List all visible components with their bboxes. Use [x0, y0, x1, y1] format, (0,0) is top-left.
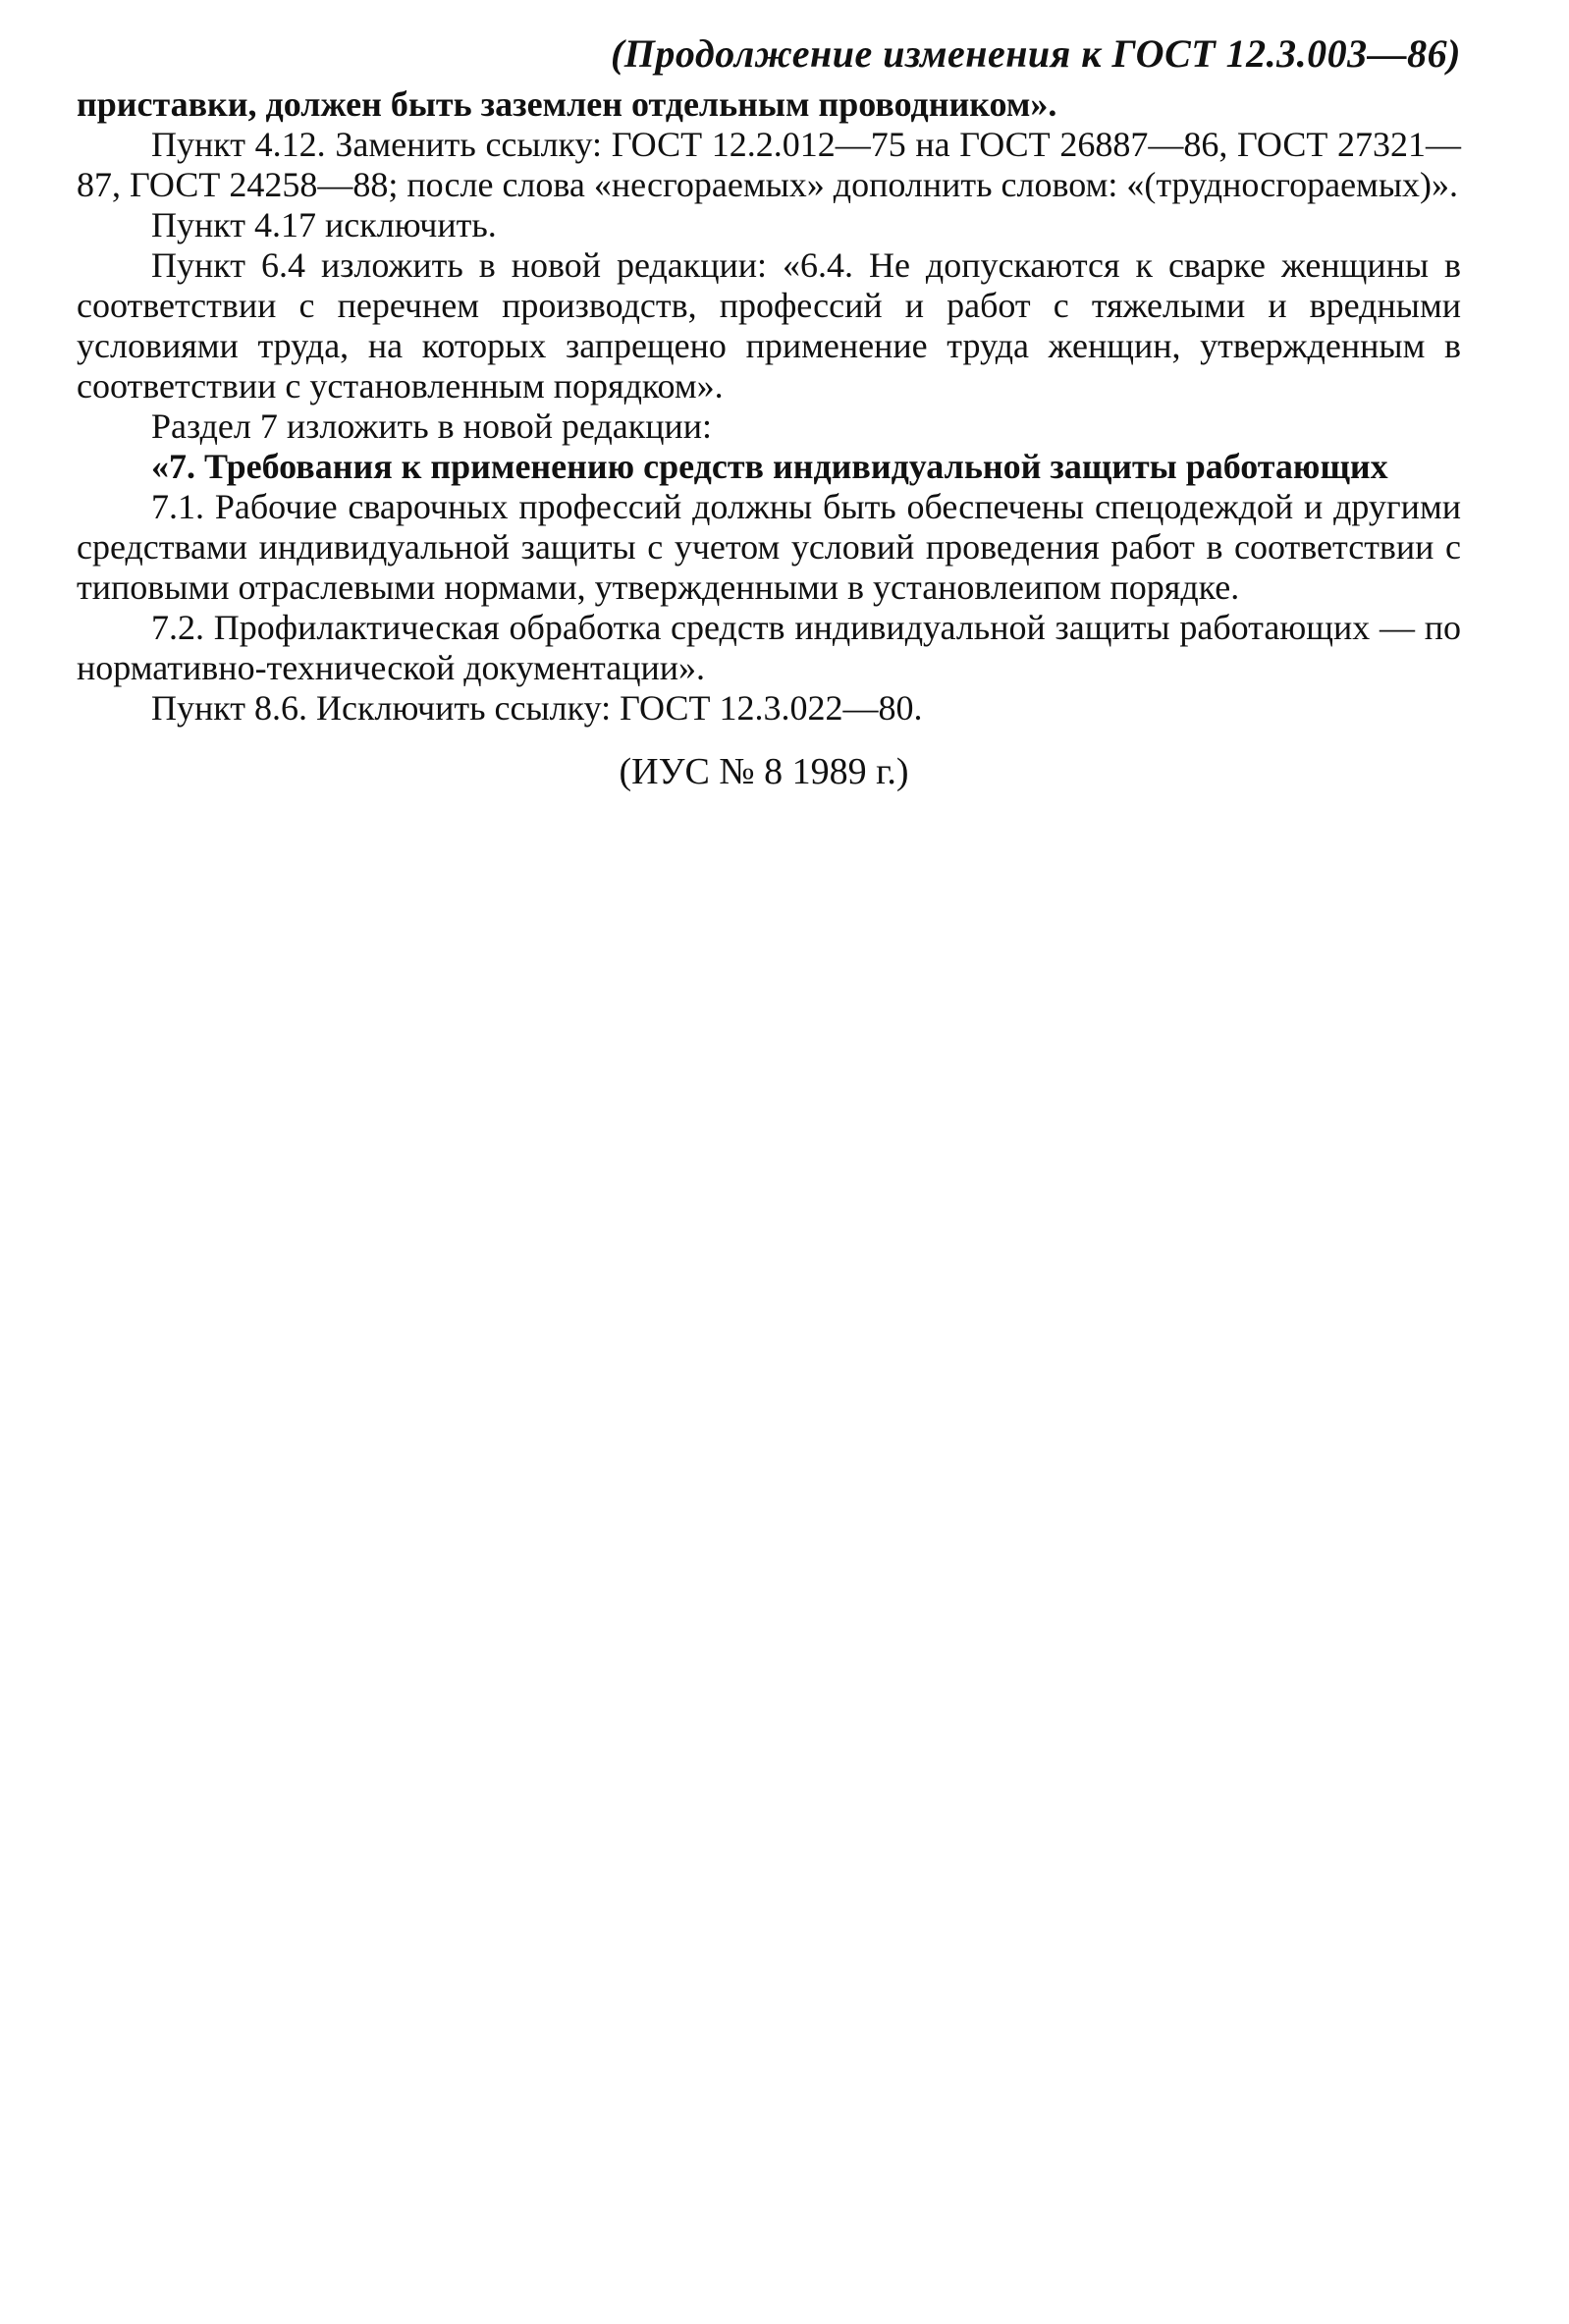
paragraph-item-7-2: 7.2. Профилактическая обработка средств индивидуальной защиты работающих — по нормативно-технической документации».: [77, 608, 1461, 687]
paragraph-item-8-6: Пункт 8.6. Исключить ссылку: ГОСТ 12.3.022—80.: [151, 688, 923, 728]
paragraph-item-6-4: Пункт 6.4 изложить в новой редакции: «6.4. Не допускаются к сварке женщины в соответствии с перечнем производств, профессий и работ с тяжелыми и вредными условиями труда, на которых запрещено применение труда женщин, утвержденным в соответствии с установленным порядком».: [77, 245, 1461, 405]
section-7-heading: «7. Требования к применению средств индивидуальной защиты работающих: [151, 447, 1388, 486]
paragraph-item-4-12: Пункт 4.12. Заменить ссылку: ГОСТ 12.2.012—75 на ГОСТ 26887—86, ГОСТ 27321—87, ГОСТ 24258—88; после слова «несгораемых» дополнить словом: «(трудносгораемых)».: [77, 125, 1461, 204]
paragraph-continuation: приставки, должен быть заземлен отдельным проводником».: [77, 84, 1057, 124]
document-page: [77, 29, 1461, 793]
paragraph-item-4-17: Пункт 4.17 исключить.: [151, 205, 497, 244]
page-header: (Продолжение изменения к ГОСТ 12.3.003—86): [610, 31, 1461, 76]
paragraph-item-7-1: 7.1. Рабочие сварочных профессий должны быть обеспечены спецодеждой и другими средствами индивидуальной защиты с учетом условий проведения работ в соответствии с типовыми отраслевыми нормами, утвержденными в установлеипом порядке.: [77, 487, 1461, 607]
paragraph-section-7: Раздел 7 изложить в новой редакции:: [151, 406, 713, 446]
document-body: [77, 84, 1461, 729]
source-citation: (ИУС № 8 1989 г.): [619, 751, 909, 792]
